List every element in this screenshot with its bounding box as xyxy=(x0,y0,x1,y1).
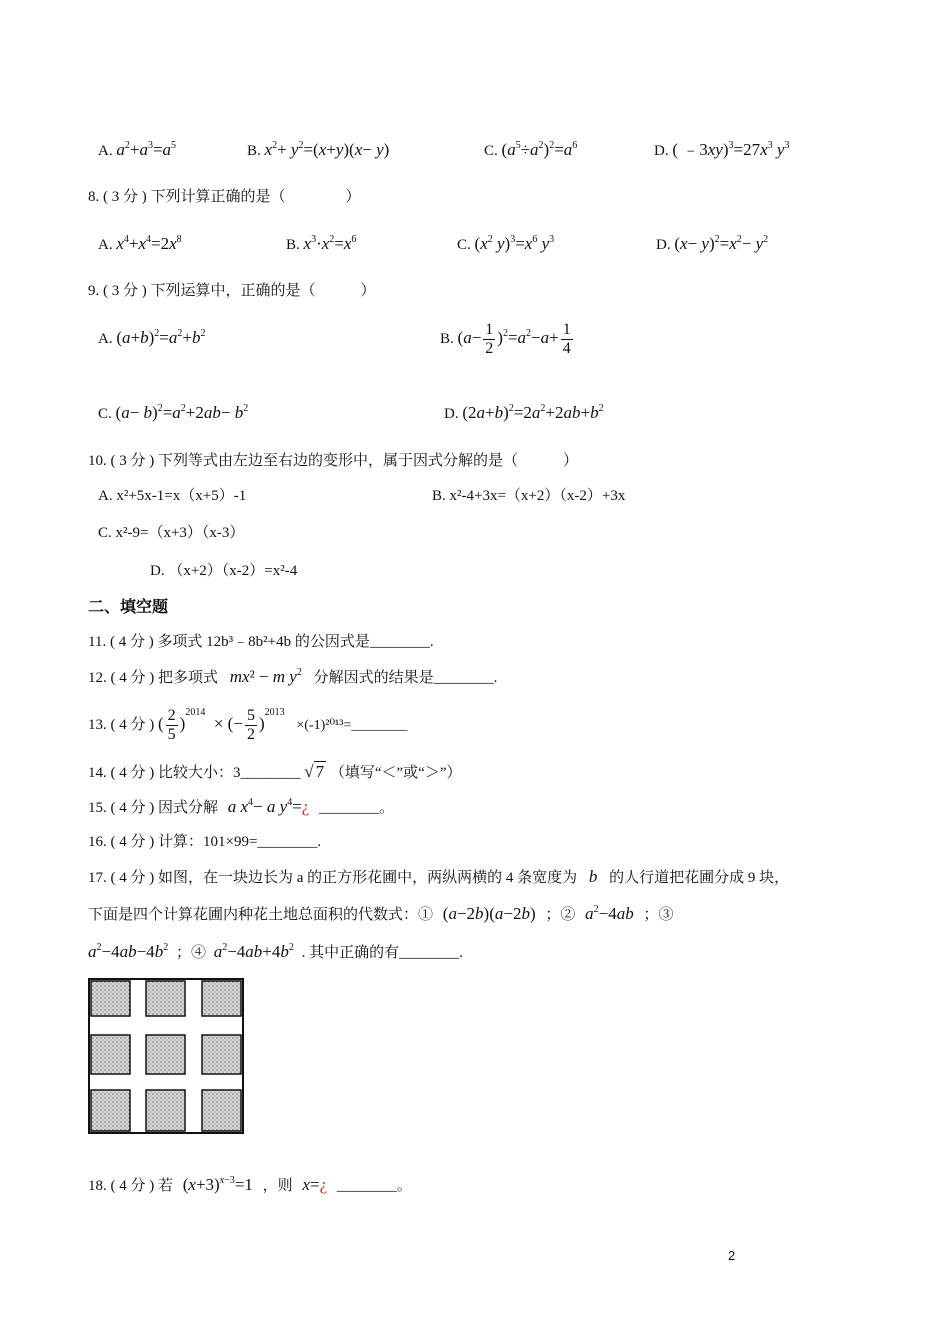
page-number: 2 xyxy=(728,1248,736,1263)
q15-suffix: ________。 xyxy=(319,800,395,816)
option-label: C. xyxy=(484,143,498,159)
q17-end: . 其中正确的有________. xyxy=(301,945,463,961)
q9-option-a: A. $(a+b)^2=a^2+b^2$ xyxy=(98,328,206,347)
option-label: C. xyxy=(98,406,112,422)
q18-suffix: ________。 xyxy=(336,1178,412,1194)
q16: 16. ( 4 分 ) 计算：101×99=________. xyxy=(88,834,322,850)
q18-prefix: 18. ( 4 分 ) 若 xyxy=(88,1178,173,1194)
q10-option-d: D. （x+2）（x-2）=x²-4 xyxy=(150,563,298,579)
q17-sep: ；② xyxy=(545,907,576,923)
q9-option-d: D. $(2a+b)^2=2a^2+2ab+b^2$ xyxy=(444,403,604,422)
sqrt-seven: √ 7 xyxy=(304,762,325,781)
option-label: A. xyxy=(98,143,113,159)
option-label: D. xyxy=(656,237,671,253)
section-title: 二、填空题 xyxy=(88,597,169,616)
q8-option-b: B. $x^3\cdot x^2=x^6$ xyxy=(286,234,357,253)
q12-suffix: 分解因式的结果是________. xyxy=(313,670,498,686)
q11: 11. ( 4 分 ) 多项式 12b³﹣8b²+4b 的公因式是________. xyxy=(88,634,434,650)
q14-prefix: 14. ( 4 分 ) 比较大小：3________ xyxy=(88,765,301,781)
q15: 15. ( 4 分 ) 因式分解 a $x^4- a$ $y^4=¿$ ________。 xyxy=(88,797,395,816)
q17-line2-text: 下面是四个计算花圃内种花土地总面积的代数式：① xyxy=(88,907,434,923)
q7-option-b: B. $x^2+ y^2=(x+y)(x- y)$ xyxy=(247,140,390,159)
q17-line1-text: 17. ( 4 分 ) 如图，在一块边长为 a 的正方形花圃中，两纵两横的 4 条宽度为 xyxy=(88,870,578,886)
option-label: B. xyxy=(286,237,300,253)
q9-option-c: C. $(a- b)^2=a^2+2ab- b^2$ xyxy=(98,403,249,422)
option-label: D. xyxy=(654,143,669,159)
q10-option-b: B. x²-4+3x=（x+2）（x-2）+3x xyxy=(432,488,626,504)
q10-option-a: A. x²+5x-1=x（x+5）-1 xyxy=(98,488,247,504)
option-label: D. xyxy=(444,406,459,422)
q17-sep: ；④ xyxy=(175,945,206,961)
q8-option-c: C. ($x^2$ $y)^3=x^6$ $y^3$ xyxy=(457,234,555,253)
option-label: A. xyxy=(98,237,113,253)
q7-option-c: C. $(a^5\div a^2)^2=a^6$ xyxy=(484,140,578,159)
q13: 13. ( 4 分 ) ( $\frac{2}{5}$ )$^{2014}$ × (− $\frac{5}{2}$ )$^{2013}$ ×(-1)²⁰¹³=________ xyxy=(88,706,408,743)
q7-option-a: A. $a^2+a^3=a^5$ xyxy=(98,140,177,159)
q10-option-c: C. x²-9=（x+3）（x-3） xyxy=(98,525,245,541)
q17-sep: ；③ xyxy=(643,907,674,923)
q12: 12. ( 4 分 ) 把多项式 mx² − m $y^2$ 分解因式的结果是________. xyxy=(88,667,498,686)
option-label: B. xyxy=(440,331,454,347)
q14 xyxy=(88,762,461,783)
option-label: B. xyxy=(247,143,261,159)
q18: 18. ( 4 分 ) 若 $(x+3)^{x-3}=1$ ，则 x=¿ ________。 xyxy=(88,1175,412,1194)
q9-option-b: B. (a− $\frac{1}{2}$ )$^2=a^2-a+$ $\frac{1}{4}$ xyxy=(440,320,571,357)
q7-option-d: D. ( $﹣3xy)^3=27x^3$ $y^3$ xyxy=(654,140,790,159)
q8-stem: 8. ( 3 分 ) 下列计算正确的是（ ） xyxy=(88,189,361,205)
q8-option-a: A. $x^4+x^4=2x^8$ xyxy=(98,234,182,253)
q18-mid: ，则 xyxy=(262,1178,293,1194)
option-label: A. xyxy=(98,331,113,347)
q17-line3: $a^2-4ab-4b^2$ ；④ $a^2-4ab+4b^2$ . 其中正确的有________. xyxy=(88,942,463,961)
q13-prefix: 13. ( 4 分 ) xyxy=(88,717,155,733)
q14-suffix: （填写“＜”或“＞”） xyxy=(329,765,462,781)
garden-figure xyxy=(88,977,248,1137)
q17-line1b-text: 的人行道把花圃分成 9 块， xyxy=(609,870,790,886)
q12-prefix: 12. ( 4 分 ) 把多项式 xyxy=(88,670,218,686)
q17-line2: 下面是四个计算花圃内种花土地总面积的代数式：① (a−2b)(a−2b) ；② $a^2-4ab$ ；③ xyxy=(88,904,674,923)
option-label: C. xyxy=(457,237,471,253)
q17-line1: 17. ( 4 分 ) 如图，在一块边长为 a 的正方形花圃中，两纵两横的 4 条宽度为 b 的人行道把花圃分成 9 块， xyxy=(88,867,790,886)
q8-option-d: D. $(x- y)^2=x^2- y^2$ xyxy=(656,234,769,253)
q10-stem: 10. ( 3 分 ) 下列等式由左边至右边的变形中，属于因式分解的是（ ） xyxy=(88,453,578,469)
q9-stem: 9. ( 3 分 ) 下列运算中，正确的是（ ） xyxy=(88,283,376,299)
q15-prefix: 15. ( 4 分 ) 因式分解 xyxy=(88,800,218,816)
q13-tail: ×(-1)²⁰¹³=________ xyxy=(296,718,408,733)
